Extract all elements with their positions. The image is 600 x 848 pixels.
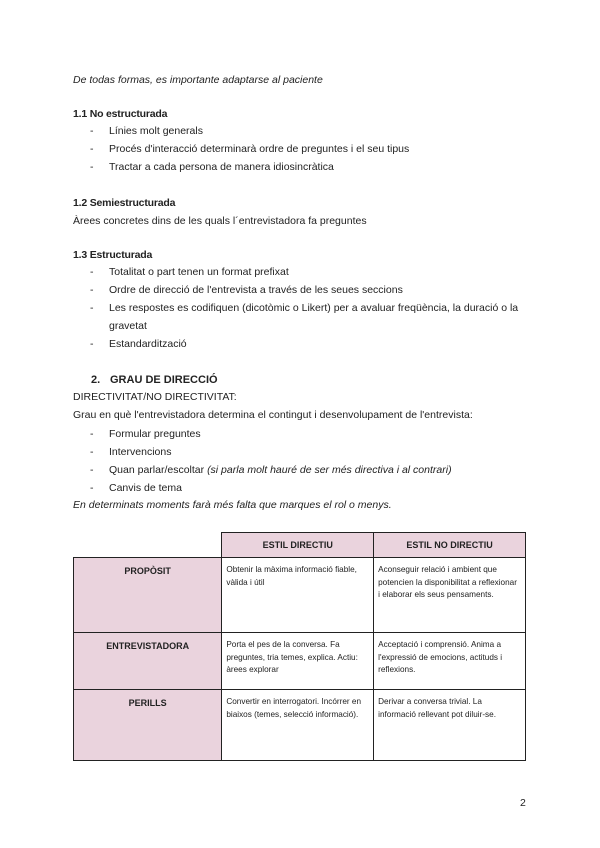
section-1-3-title: 1.3 Estructurada bbox=[73, 249, 153, 261]
section-2-subtitle: DIRECTIVITAT/NO DIRECTIVITAT: bbox=[73, 391, 237, 403]
section-2-list bbox=[90, 425, 520, 497]
intro-text: De todas formas, es importante adaptarse al paciente bbox=[73, 74, 323, 86]
row-header: ENTREVISTADORA bbox=[74, 633, 222, 690]
table-cell: Acceptació i comprensió. Anima a l'expressió de emocions, actituds i reflexions. bbox=[374, 633, 526, 690]
section-2-closing: En determinats moments farà més falta que marques el rol o menys. bbox=[73, 499, 392, 511]
table-header-row bbox=[74, 533, 526, 558]
row-header: PROPÒSIT bbox=[74, 558, 222, 633]
list-item: - Intervencions bbox=[90, 443, 520, 461]
table-cell: Obtenir la màxima informació fiable, vàlida i útil bbox=[222, 558, 374, 633]
table-cell: Porta el pes de la conversa. Fa preguntes, tria temes, explica. Actiu: àrees explorar bbox=[222, 633, 374, 690]
list-item: - Les respostes es codifiquen (dicotòmic o Likert) per a avaluar freqüència, la duració o la gravetat bbox=[90, 299, 520, 335]
list-item bbox=[90, 461, 520, 479]
column-header-no-directiu: ESTIL NO DIRECTIU bbox=[374, 533, 526, 558]
list-item: - Formular preguntes bbox=[90, 425, 520, 443]
table-row bbox=[74, 690, 526, 761]
section-1-2-title: 1.2 Semiestructurada bbox=[73, 197, 176, 209]
page-number: 2 bbox=[520, 797, 526, 809]
list-item: - Totalitat o part tenen un format prefixat bbox=[90, 263, 520, 281]
list-item-text: Quan parlar/escoltar bbox=[109, 464, 205, 476]
column-header-directiu: ESTIL DIRECTIU bbox=[222, 533, 374, 558]
table-cell: Aconseguir relació i ambient que potencien la disponibilitat a reflexionar i elaborar els seus pensaments. bbox=[374, 558, 526, 633]
row-header: PERILLS bbox=[74, 690, 222, 761]
section-1-2-text: Àrees concretes dins de les quals l´entrevistadora fa preguntes bbox=[73, 215, 367, 227]
section-2-text: Grau en què l'entrevistadora determina el contingut i desenvolupament de l'entrevista: bbox=[73, 409, 473, 421]
section-2-heading: GRAU DE DIRECCIÓ bbox=[110, 374, 218, 386]
list-item-note: (si parla molt hauré de ser més directiva i al contrari) bbox=[207, 464, 452, 476]
list-item: - Línies molt generals bbox=[90, 122, 520, 140]
list-item: - Canvis de tema bbox=[90, 479, 520, 497]
list-item: - Estandardització bbox=[90, 335, 520, 353]
section-1-1-title: 1.1 No estructurada bbox=[73, 108, 168, 120]
table-cell: Convertir en interrogatori. Incórrer en biaixos (temes, selecció informació). bbox=[222, 690, 374, 761]
table-row bbox=[74, 633, 526, 690]
section-1-1-list bbox=[90, 122, 520, 176]
table-row bbox=[74, 558, 526, 633]
table-cell: Derivar a conversa trivial. La informació rellevant pot diluir-se. bbox=[374, 690, 526, 761]
section-2-title bbox=[91, 374, 218, 386]
section-1-3-list bbox=[90, 263, 520, 353]
list-item: - Procés d'interacció determinarà ordre de preguntes i el seu tipus bbox=[90, 140, 520, 158]
section-2-number: 2. bbox=[91, 374, 101, 386]
comparison-table bbox=[73, 532, 526, 761]
table-corner bbox=[74, 533, 222, 558]
list-item: - Ordre de direcció de l'entrevista a través de les seues seccions bbox=[90, 281, 520, 299]
list-item: - Tractar a cada persona de manera idiosincràtica bbox=[90, 158, 520, 176]
